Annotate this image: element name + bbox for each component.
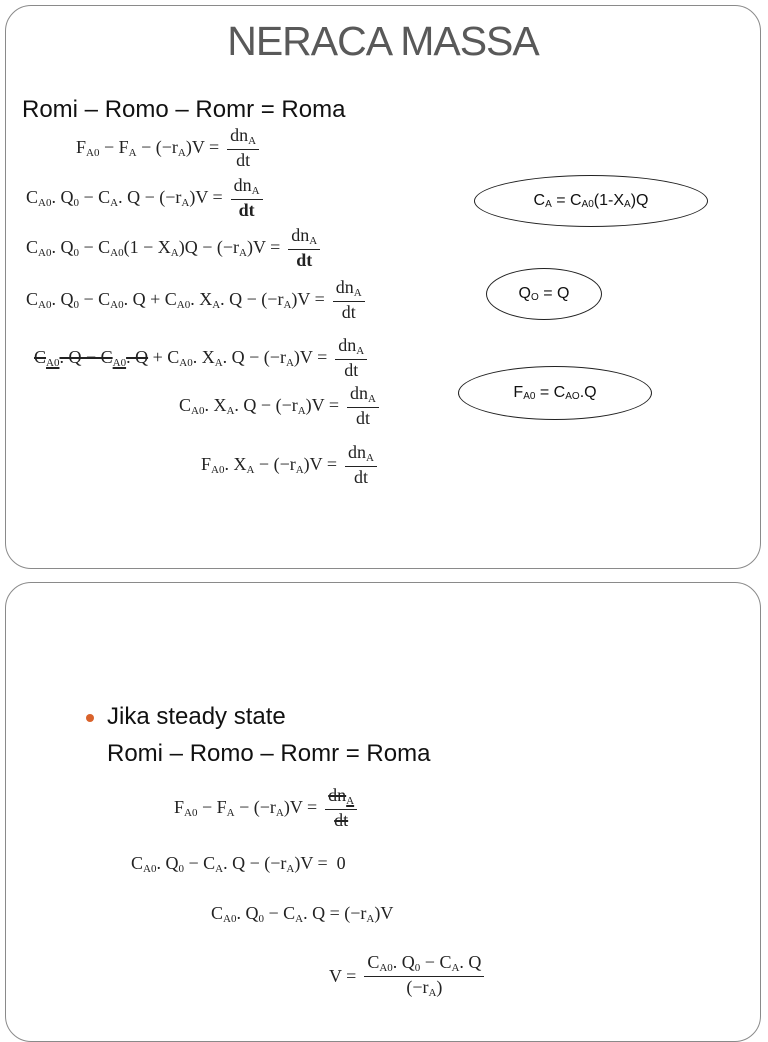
slide-steady-state: [5, 582, 761, 1042]
equation-5: $C_{A0}$. $Q - C_{A0}$. Q + $C_{A0}$. $X_A$. $Q - (-r_A)V$ = $\frac{dn_A}{dt}$: [34, 336, 367, 379]
bullet-icon: [86, 714, 94, 722]
steady-state-bullet: Jika steady state: [107, 703, 286, 730]
mass-balance-heading: Romi – Romo – Romr = Roma: [22, 96, 346, 123]
equation-2: $C_{A0}$. $Q_0 - C_A$. $Q - (-r_A)V$ = $\frac{dn_A}{dt}$: [26, 176, 263, 219]
equation-3: $C_{A0}$. $Q_0 - C_A$. $Q = (-r_A)V$: [211, 903, 394, 925]
mass-balance-heading: Romi – Romo – Romr = Roma: [107, 740, 431, 767]
equation-2: $C_{A0}$. $Q_0 - C_A$. $Q - (-r_A)V = 0$: [131, 853, 346, 875]
slide-neraca-massa: [5, 5, 761, 569]
equation-4: $C_{A0}$. $Q_0 - C_{A0}$. $Q + C_{A0}$. $X_A$. $Q - (-r_A)V$ = $\frac{dn_A}{dt}$: [26, 278, 365, 321]
slide-title: NERACA MASSA: [227, 18, 539, 64]
equation-4: V = $\frac{C_{A0}. Q_0 - C_A. Q}{(-r_A)}$: [329, 953, 484, 999]
equation-6: $C_{A0}$. $X_A$. $Q - (-r_A)V$ = $\frac{dn_A}{dt}$: [179, 384, 379, 427]
equation-1: $F_{A0} - F_A - (-r_A)V$ = $\frac{dn_A}{dt}$: [76, 126, 259, 169]
callout-ca-definition: $C_A = C_{A0}(1-X_A)Q$: [474, 175, 708, 227]
equation-1: $F_{A0} - F_A - (-r_A)V$ = $\frac{dn_A}{dt}$: [174, 786, 357, 829]
callout-fa0-definition: $F_{A0} = C_{AO}.Q$: [458, 366, 652, 420]
callout-q-equality: $Q_O = Q$: [486, 268, 602, 320]
equation-3: $C_{A0}$. $Q_0 - C_{A0}(1 - X_A)Q - (-r_A)V$ = $\frac{dn_A}{dt}$: [26, 226, 320, 269]
equation-7: $F_{A0}$. $X_A - (-r_A)V$ = $\frac{dn_A}{dt}$: [201, 443, 377, 486]
cancelled-terms: $C_{A0}$. $Q - C_{A0}$. Q: [34, 346, 149, 369]
